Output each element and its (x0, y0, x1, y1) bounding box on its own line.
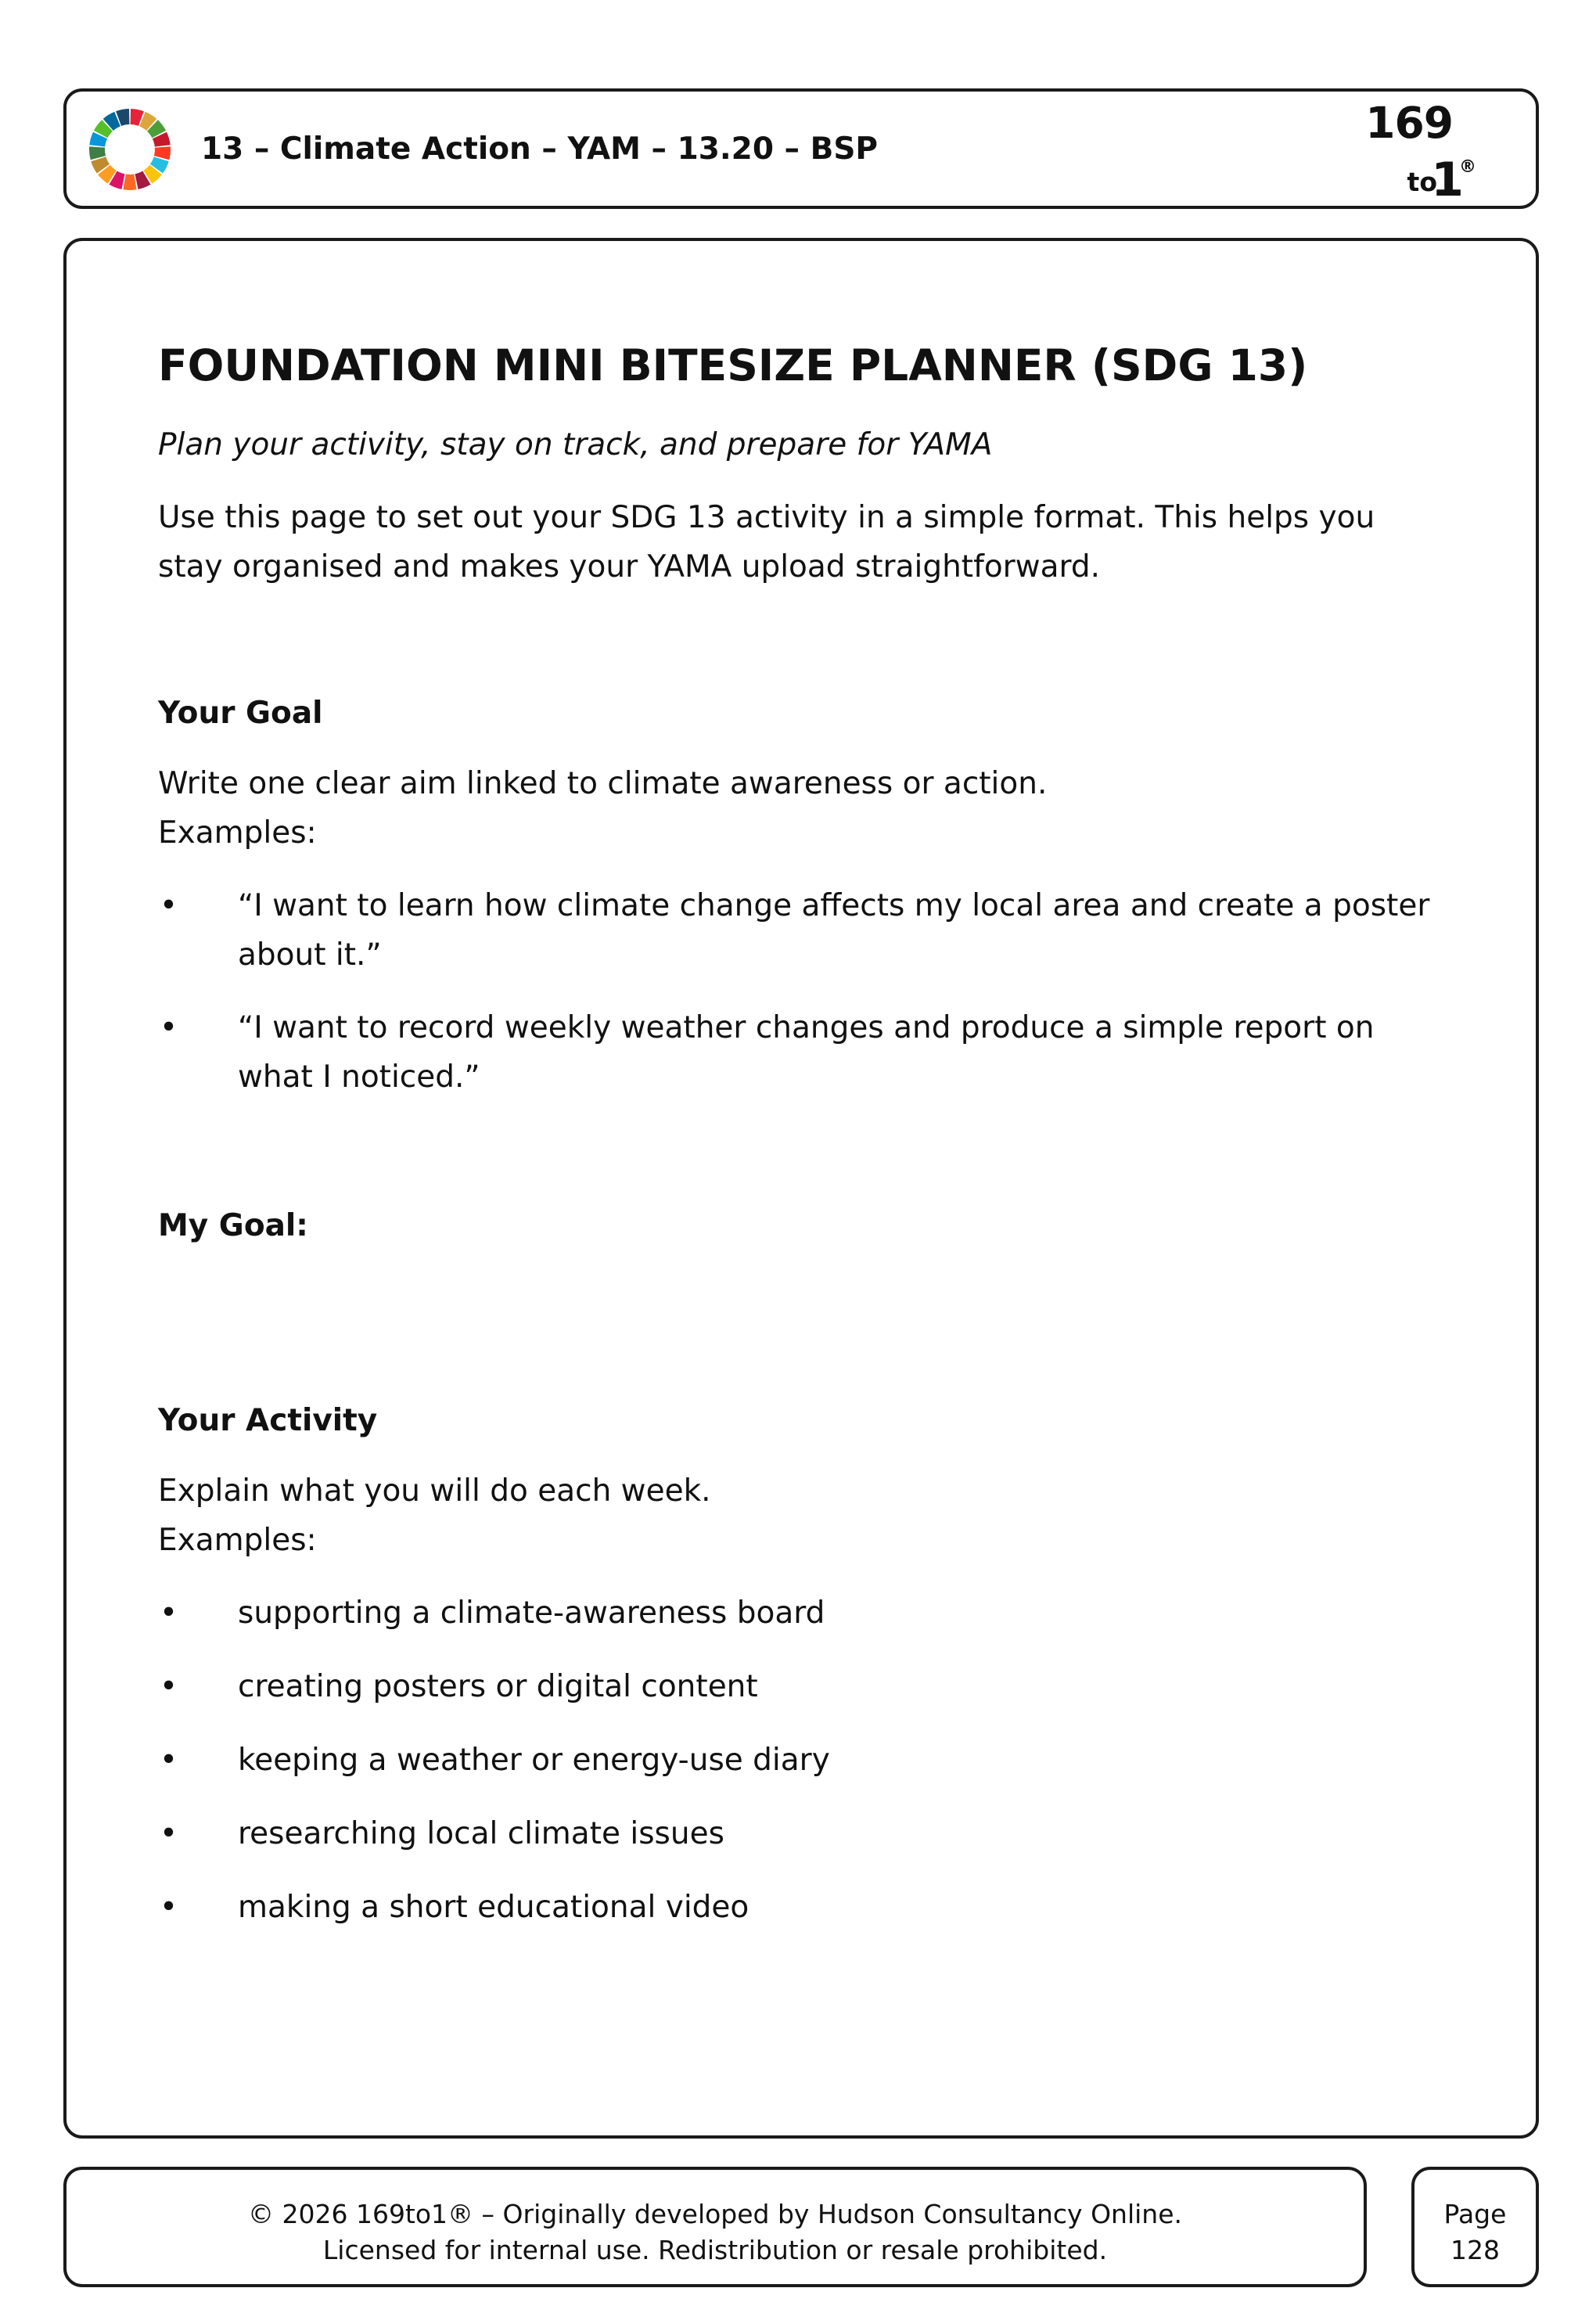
activity-examples-list (158, 1588, 1449, 1956)
brand-logo (1365, 98, 1476, 207)
copyright-line: © 2026 169to1® – Originally developed by Hudson Consultancy Online. (247, 2199, 1183, 2229)
bullet-icon: • (160, 1595, 178, 1631)
bullet-icon: • (160, 1669, 178, 1704)
bullet-icon: • (160, 1816, 178, 1851)
list-item (158, 1809, 1449, 1858)
bullet-icon: • (160, 1010, 178, 1045)
bullet-icon: • (160, 888, 178, 923)
page-label: Page (1443, 2199, 1507, 2229)
goal-instruction (158, 759, 1449, 858)
list-item (158, 1662, 1449, 1711)
intro-paragraph: Use this page to set out your SDG 13 activity in a simple format. This helps you stay organised and makes your YAMA upload straightforward. (158, 500, 1375, 585)
footer-text (66, 2196, 1364, 2268)
list-item (158, 881, 1449, 980)
header-title: 13 – Climate Action – YAM – 13.20 – BSP (201, 131, 879, 167)
activity-instruction (158, 1466, 1449, 1565)
list-item-text: “I want to learn how climate change affects my local area and create a poster about it.” (238, 888, 1430, 973)
bullet-icon: • (160, 1890, 178, 1925)
sdg-wheel-segment (123, 174, 136, 190)
goal-examples-list (158, 881, 1449, 1125)
list-item-text: keeping a weather or energy-use diary (238, 1743, 830, 1778)
activity-instruction-line: Explain what you will do each week. (158, 1473, 711, 1509)
list-item (158, 1588, 1449, 1638)
page-number-box (1411, 2167, 1539, 2287)
goal-instruction-line: Write one clear aim linked to climate awareness or action. (158, 766, 1048, 801)
activity-examples-label: Examples: (158, 1523, 317, 1558)
list-item-text: “I want to record weekly weather changes and produce a simple report on what I noticed.” (238, 1010, 1375, 1095)
list-item (158, 1883, 1449, 1932)
goal-examples-label: Examples: (158, 815, 317, 851)
brand-logo-one: 1 (1431, 153, 1464, 207)
my-goal-label: My Goal: (158, 1208, 308, 1243)
license-line: Licensed for internal use. Redistribution or resale prohibited. (322, 2235, 1108, 2265)
brand-logo-registered: ® (1459, 157, 1476, 177)
page-title: FOUNDATION MINI BITESIZE PLANNER (SDG 13) (158, 340, 1308, 390)
list-item-text: creating posters or digital content (238, 1669, 758, 1704)
main-panel (63, 238, 1539, 2139)
page-number: 128 (1450, 2235, 1500, 2265)
list-item-text: researching local climate issues (238, 1816, 724, 1851)
brand-logo-to: to (1407, 167, 1437, 197)
page-subtitle: Plan your activity, stay on track, and prepare for YAMA (158, 427, 993, 462)
list-item (158, 1736, 1449, 1785)
page-number-text (1414, 2196, 1536, 2268)
sdg-wheel-icon (88, 107, 172, 192)
copyright-footer (63, 2167, 1367, 2287)
goal-heading: Your Goal (158, 696, 323, 731)
bullet-icon: • (160, 1743, 178, 1778)
list-item (158, 1003, 1449, 1102)
page-header (63, 88, 1539, 209)
activity-heading: Your Activity (158, 1403, 378, 1438)
brand-logo-number: 169 (1365, 98, 1453, 148)
list-item-text: making a short educational video (238, 1890, 749, 1925)
list-item-text: supporting a climate-awareness board (238, 1595, 825, 1631)
